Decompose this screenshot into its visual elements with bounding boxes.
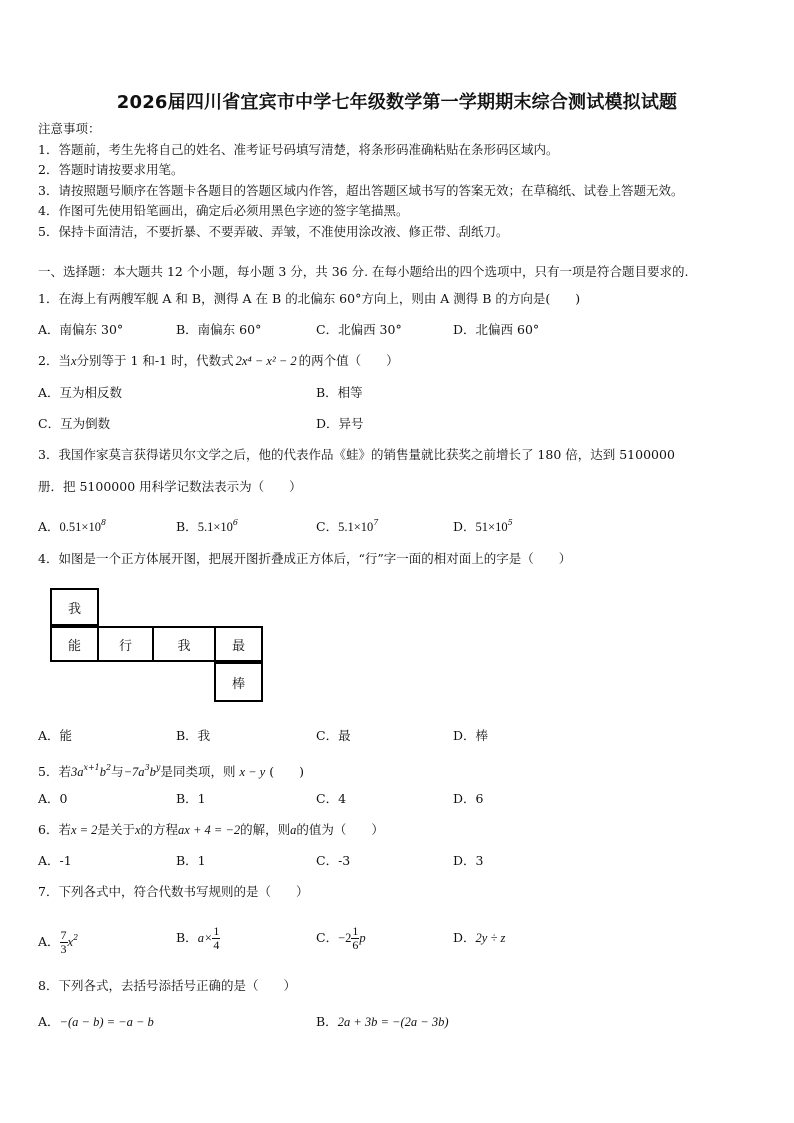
q8-expression: −(a − b) = −a − b (59, 1015, 154, 1029)
q6-option-b: B．1 (176, 853, 206, 868)
q3-option-value: 0.51×10 (59, 520, 101, 534)
net-cell-wo-top: 我 (50, 588, 99, 626)
q2-expression: 2x⁴ − x² − 2 (235, 354, 297, 368)
net-cell-wo: 我 (152, 626, 216, 662)
q5-term2: −7a (123, 765, 145, 779)
q8-option-label: B． (316, 1014, 338, 1029)
q3-option-exponent: 5 (507, 518, 513, 527)
net-cell-zui: 最 (214, 626, 263, 662)
q7-exponent: 2 (73, 933, 79, 942)
q7-expression: 2y ÷ z (475, 931, 506, 945)
q3-option-value: 51×10 (475, 520, 508, 534)
q5-stem-part: 5．若 (38, 764, 71, 779)
q3-option-label: A． (38, 519, 60, 534)
q1-option-d: D．北偏西 60° (453, 322, 540, 337)
q5-term2-b: b (149, 765, 156, 779)
q6-stem-part: 的值为（ ） (296, 822, 384, 837)
question-1-stem: 1．在海上有两艘军舰 A 和 B，测得 A 在 B 的北偏东 60°方向上，则由 A 测得 B 的方向是( ) (38, 291, 581, 306)
q2-option-b: B．相等 (316, 385, 363, 400)
q5-option-a: A．0 (38, 791, 68, 806)
page-title: 2026届四川省宜宾市中学七年级数学第一学期期末综合测试模拟试题 (116, 92, 678, 113)
q6-equation: x = 2 (70, 823, 98, 837)
q7-option-b (176, 920, 220, 956)
question-3-stem-line2: 册．把 5100000 用科学记数法表示为（ ） (38, 479, 302, 494)
q5-stem-part: 与 (111, 764, 124, 779)
q2-var-x: x (70, 354, 77, 368)
q6-stem-part: 6．若 (38, 822, 71, 837)
q7-option-label: B． (176, 930, 198, 945)
q2-stem-part: 的两个值（ ） (298, 353, 399, 368)
question-3-stem-line1: 3．我国作家莫言获得诺贝尔文学之后，他的代表作品《蛙》的销售量就比获奖之前增长了 180 倍，达到 5100000 (38, 447, 675, 462)
q3-option-exponent: 7 (373, 518, 379, 527)
q6-option-d: D．3 (453, 853, 484, 868)
q7-fraction (212, 925, 220, 952)
notice-heading: 注意事项： (38, 121, 101, 136)
q1-option-c: C．北偏西 30° (316, 322, 402, 337)
notice-item: 4．作图可先使用铅笔画出，确定后必须用黑色字迹的签字笔描黑。 (38, 203, 409, 218)
notice-item: 5．保持卡面清洁，不要折暴、不要弄破、弄皱，不准使用涂改液、修正带、刮纸刀。 (38, 224, 509, 239)
q7-option-a (38, 920, 78, 960)
q7-option-d (453, 920, 505, 956)
q5-option-b: B．1 (176, 791, 206, 806)
q7-term: a× (197, 931, 213, 945)
q3-option-value: 5.1×10 (197, 520, 233, 534)
q3-option-c (316, 515, 378, 535)
q3-option-d (453, 515, 513, 535)
net-cell-bang: 棒 (214, 662, 263, 702)
q2-stem-part: 分别等于 1 和-1 时，代数式 (76, 353, 234, 368)
q6-var-a: a (290, 823, 297, 837)
q5-stem-part: ( ) (269, 764, 304, 779)
q2-option-a: A．互为相反数 (38, 385, 123, 400)
q7-term: −2 (338, 931, 352, 945)
fraction-denominator: 6 (352, 938, 359, 952)
question-6-stem (38, 822, 384, 838)
question-5-stem (38, 760, 304, 780)
q5-term1-b-exponent: 2 (106, 763, 112, 772)
q4-option-d: D．棒 (453, 728, 489, 743)
notice-item: 2．答题时请按要求用笔。 (38, 162, 184, 177)
q3-option-exponent: 8 (100, 518, 107, 527)
q5-expression: x − y (239, 765, 266, 779)
q5-term2-b-exponent: y (155, 763, 161, 772)
q6-option-a: A．-1 (38, 853, 72, 868)
q6-stem-part: 是关于 (97, 822, 135, 837)
q7-var: x (67, 935, 74, 949)
q7-option-label: D． (453, 930, 476, 945)
fraction-denominator: 4 (213, 938, 220, 952)
q2-option-d: D．异号 (316, 416, 364, 431)
q1-option-a: A．南偏东 30° (38, 322, 124, 337)
q4-option-a: A．能 (38, 728, 73, 743)
question-7-stem: 7．下列各式中，符合代数书写规则的是（ ） (38, 884, 309, 899)
fraction-numerator: 1 (213, 924, 220, 938)
fraction-denominator: 3 (60, 942, 67, 956)
q6-option-c: C．-3 (316, 853, 351, 868)
q2-option-c: C．互为倒数 (38, 416, 111, 431)
q3-option-b (176, 515, 238, 535)
notice-item: 3．请按照题号顺序在答题卡各题目的答题区域内作答，超出答题区域书写的答案无效；在草稿纸、试卷上答题无效。 (38, 183, 684, 198)
section-heading: 一、选择题：本大题共 12 个小题，每小题 3 分，共 36 分. 在每小题给出的四个选项中，只有一项是符合题目要求的. (38, 264, 689, 279)
q5-term1-exponent: x+1 (83, 763, 100, 772)
q8-option-b (316, 1014, 449, 1030)
q5-term1-b: b (99, 765, 107, 779)
fraction-numerator: 7 (60, 928, 67, 942)
q8-expression: 2a + 3b = −(2a − 3b) (337, 1015, 449, 1029)
q3-option-label: D． (453, 519, 476, 534)
q4-option-c: C．最 (316, 728, 351, 743)
fraction-numerator: 1 (352, 924, 359, 938)
q5-option-d: D．6 (453, 791, 484, 806)
net-cell-neng: 能 (50, 626, 99, 662)
q3-option-a (38, 515, 106, 535)
q4-option-b: B．我 (176, 728, 211, 743)
q6-equation: ax + 4 = −2 (178, 823, 241, 837)
q3-option-label: C． (316, 519, 339, 534)
q8-option-a (38, 1014, 154, 1030)
q1-option-b: B．南偏东 60° (176, 322, 262, 337)
q3-option-value: 5.1×10 (338, 520, 374, 534)
q3-option-label: B． (176, 519, 198, 534)
q6-var-x: x (134, 823, 141, 837)
q7-option-label: C． (316, 930, 339, 945)
net-cell-xing: 行 (97, 626, 154, 662)
q8-option-label: A． (38, 1014, 60, 1029)
q7-fraction (60, 929, 68, 956)
q7-option-label: A． (38, 934, 60, 949)
question-2-stem (38, 353, 399, 369)
q5-option-c: C．4 (316, 791, 347, 806)
q7-var: p (359, 931, 366, 945)
notice-item: 1．答题前，考生先将自己的姓名、准考证号码填写清楚，将条形码准确粘贴在条形码区域内。 (38, 142, 559, 157)
q6-stem-part: 的方程 (140, 822, 179, 837)
q2-stem-part: 2．当 (38, 353, 71, 368)
q5-term2-exponent: 3 (144, 763, 150, 772)
q6-stem-part: 的解，则 (240, 822, 291, 837)
q3-option-exponent: 6 (232, 518, 238, 527)
question-4-stem: 4．如图是一个正方体展开图，把展开图折叠成正方体后，“行”字一面的相对面上的字是（ ） (38, 551, 572, 566)
q7-option-c (316, 920, 366, 956)
q5-stem-part: 是同类项，则 (160, 764, 236, 779)
question-8-stem: 8．下列各式，去括号添括号正确的是（ ） (38, 978, 296, 993)
q5-term1: 3a (70, 765, 84, 779)
